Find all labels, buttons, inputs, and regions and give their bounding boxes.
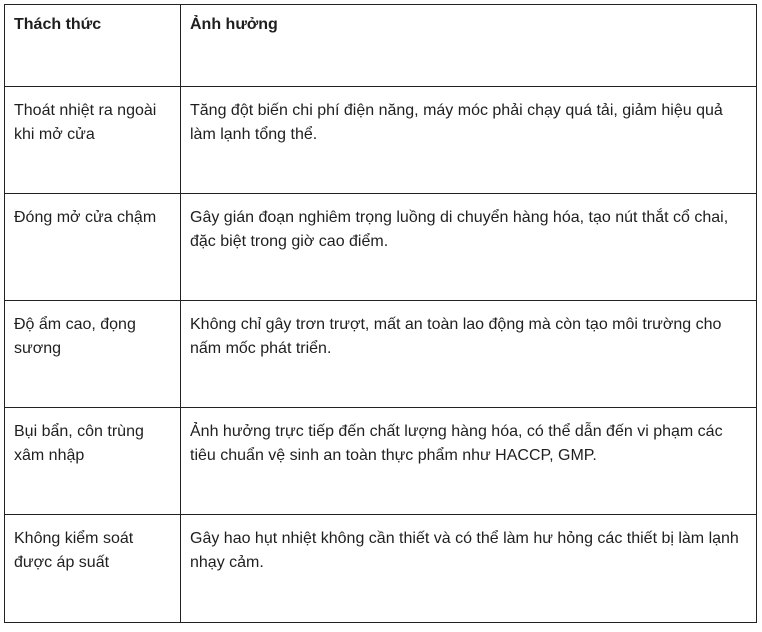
challenge-cell: Độ ẩm cao, đọng sương [5,301,181,408]
table-row [5,301,757,408]
table-row [5,515,757,623]
impact-cell: Gây gián đoạn nghiêm trọng luồng di chuyển hàng hóa, tạo nút thắt cổ chai, đặc biệt trong giờ cao điểm. [181,194,757,301]
challenge-cell: Không kiểm soát được áp suất [5,515,181,623]
table-body [5,87,757,623]
table-row [5,87,757,194]
impact-cell: Không chỉ gây trơn trượt, mất an toàn lao động mà còn tạo môi trường cho nấm mốc phát triển. [181,301,757,408]
challenge-impact-table-container [4,4,757,623]
header-impact: Ảnh hưởng [181,5,757,87]
challenge-cell: Đóng mở cửa chậm [5,194,181,301]
header-row [5,5,757,87]
impact-cell: Tăng đột biến chi phí điện năng, máy móc phải chạy quá tải, giảm hiệu quả làm lạnh tổng thể. [181,87,757,194]
table-row [5,408,757,515]
challenge-cell: Bụi bẩn, côn trùng xâm nhập [5,408,181,515]
table-header [5,5,757,87]
table-row [5,194,757,301]
challenge-impact-table [4,4,757,623]
impact-cell: Gây hao hụt nhiệt không cần thiết và có thể làm hư hỏng các thiết bị làm lạnh nhạy cảm. [181,515,757,623]
header-challenge: Thách thức [5,5,181,87]
challenge-cell: Thoát nhiệt ra ngoài khi mở cửa [5,87,181,194]
impact-cell: Ảnh hưởng trực tiếp đến chất lượng hàng hóa, có thể dẫn đến vi phạm các tiêu chuẩn vệ sinh an toàn thực phẩm như HACCP, GMP. [181,408,757,515]
